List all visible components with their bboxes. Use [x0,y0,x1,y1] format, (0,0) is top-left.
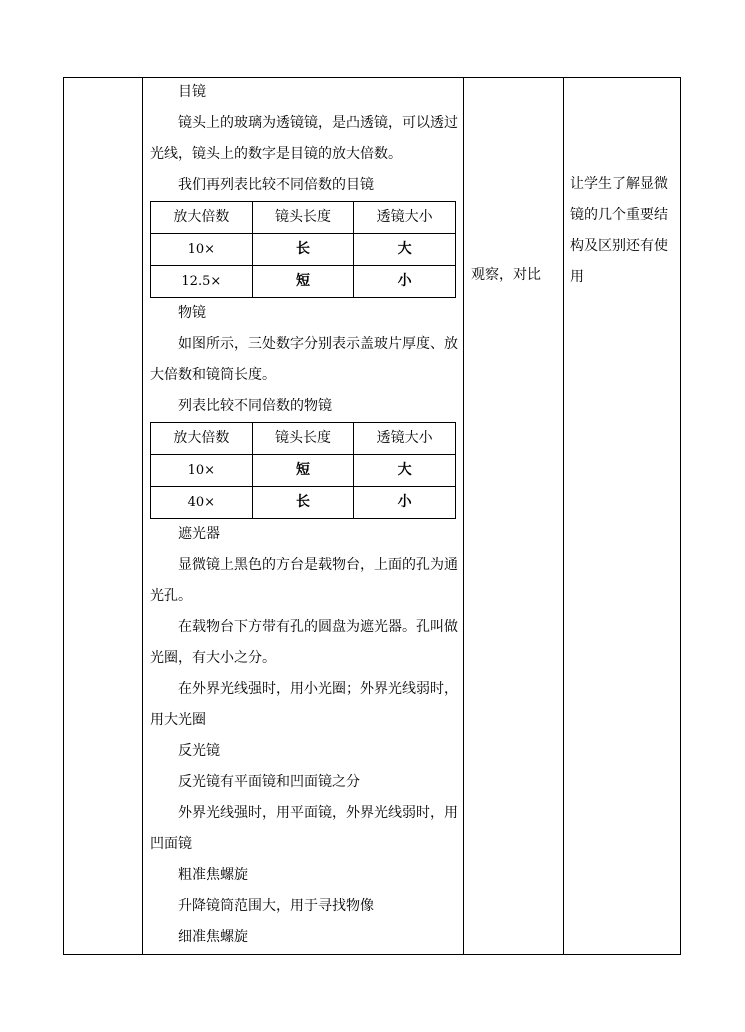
table-row [151,455,456,487]
table-row [151,234,456,266]
table-row [151,487,456,519]
mirror-paragraph-2: 外界光线强时，用平面镜，外界光线弱时，用凹面镜 [150,805,458,852]
header-lens-length: 镜头长度 [252,202,354,234]
header-lens-size: 透镜大小 [354,202,456,234]
header-magnification: 放大倍数 [151,423,253,455]
coarse-focus-title: 粗准焦螺旋 [178,867,248,883]
mirror-paragraph-1: 反光镜有平面镜和凹面镜之分 [178,774,360,790]
objective-description: 如图所示，三处数字分别表示盖玻片厚度、放大倍数和镜筒长度。 [150,336,458,383]
mirror-title: 反光镜 [178,743,220,759]
student-activity: 观察，对比 [471,267,541,283]
design-intent: 让学生了解显微镜的几个重要结构及区别还有使用 [570,176,668,285]
diaphragm-paragraph-1: 显微镜上黑色的方台是载物台，上面的孔为通光孔。 [150,557,458,604]
table-bottom-border [63,954,681,955]
cell-size: 小 [354,266,456,298]
objective-table [150,422,456,519]
diaphragm-paragraph-2: 在载物台下方带有孔的圆盘为遮光器。孔叫做光圈，有大小之分。 [150,619,458,666]
cell-magnification: 40× [151,487,253,519]
cell-size: 小 [354,487,456,519]
eyepiece-table [150,201,456,298]
fine-focus-title: 细准焦螺旋 [178,929,248,945]
table-header-row [151,423,456,455]
table-row [151,266,456,298]
objective-table-intro: 列表比较不同倍数的物镜 [178,398,332,414]
column-divider-1 [142,77,143,955]
header-lens-size: 透镜大小 [354,423,456,455]
diaphragm-paragraph-3: 在外界光线强时，用小光圈；外界光线弱时，用大光圈 [150,681,458,728]
cell-length: 短 [252,266,354,298]
eyepiece-description: 镜头上的玻璃为透镜镜，是凸透镜，可以透过光线，镜头上的数字是目镜的放大倍数。 [150,115,458,162]
table-left-border [63,77,64,955]
objective-title: 物镜 [178,305,206,321]
column-divider-2 [463,77,464,955]
eyepiece-table-intro: 我们再列表比较不同倍数的目镜 [178,177,374,193]
header-magnification: 放大倍数 [151,202,253,234]
diaphragm-title: 遮光器 [178,526,220,542]
header-lens-length: 镜头长度 [252,423,354,455]
cell-length: 长 [252,487,354,519]
coarse-focus-paragraph: 升降镜筒范围大，用于寻找物像 [178,898,374,914]
table-right-border [680,77,681,955]
cell-magnification: 10× [151,455,253,487]
cell-size: 大 [354,234,456,266]
eyepiece-title: 目镜 [178,84,206,100]
cell-length: 短 [252,455,354,487]
cell-length: 长 [252,234,354,266]
cell-size: 大 [354,455,456,487]
teaching-content [150,77,462,953]
cell-magnification: 12.5× [151,266,253,298]
cell-magnification: 10× [151,234,253,266]
table-header-row [151,202,456,234]
column-divider-3 [563,77,564,955]
